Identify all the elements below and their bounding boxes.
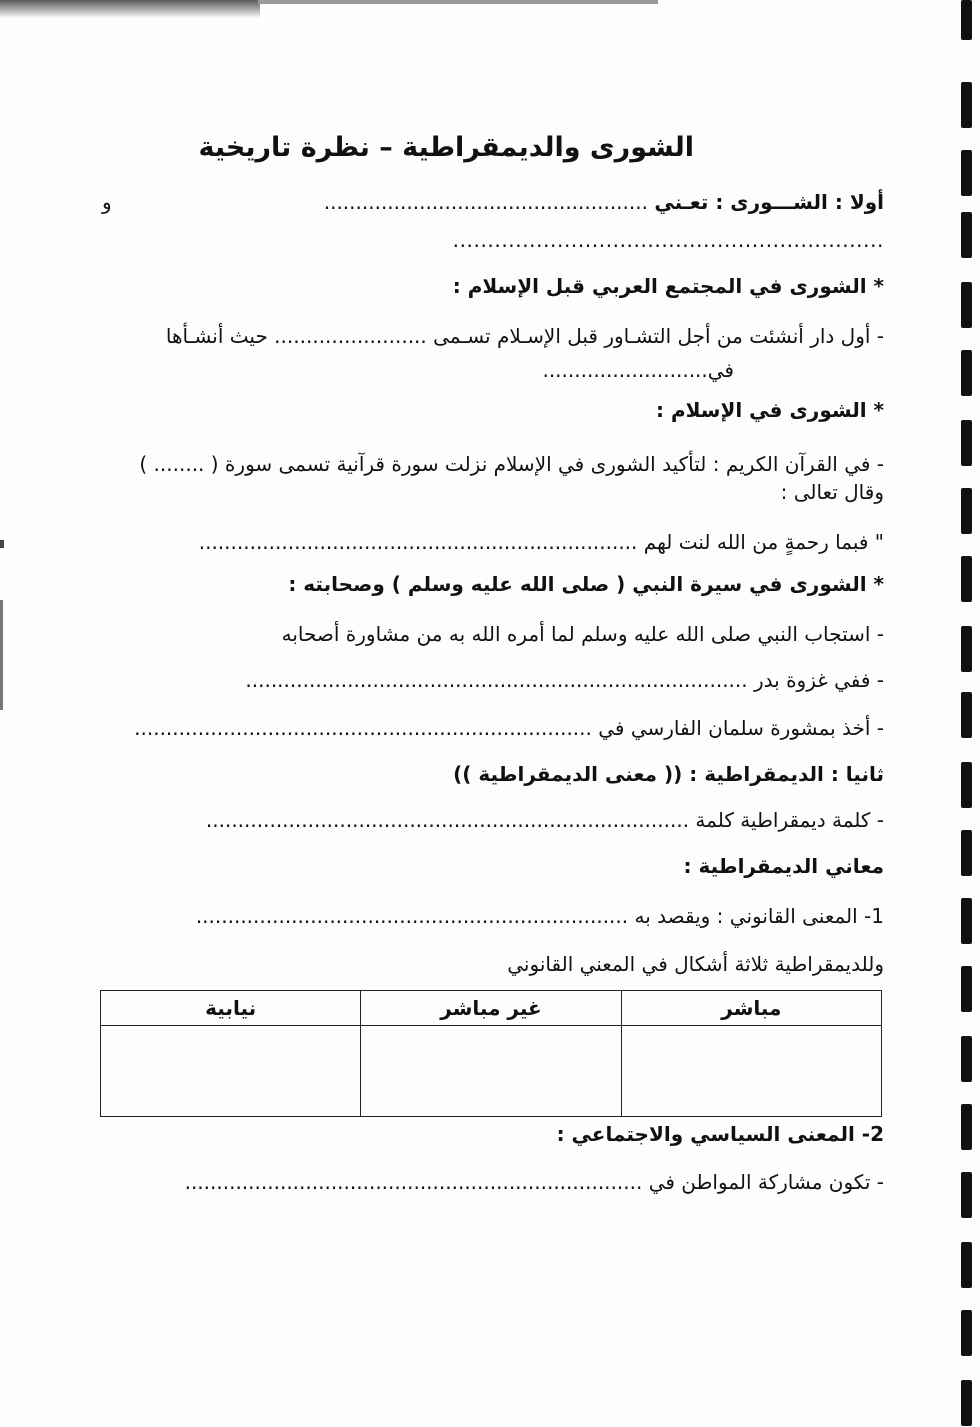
s2-line1: - في القرآن الكريم : لتأكيد الشورى في الإسلام نزلت سورة قرآنية تسمى سورة ( ........ ) bbox=[139, 452, 884, 476]
table-header-representative: نيابية bbox=[101, 991, 361, 1026]
second-heading: ثانيا : الديمقراطية : (( معنى الديمقراطية )) bbox=[453, 762, 884, 786]
s3-line2 bbox=[100, 666, 884, 694]
m1-line bbox=[100, 902, 884, 930]
s1-line2 bbox=[100, 356, 884, 384]
m2-text: - تكون مشاركة المواطن في bbox=[648, 1170, 884, 1194]
forms-line: وللديمقراطية ثلاثة أشكال في المعني القانوني bbox=[507, 952, 884, 976]
table-cell-indirect[interactable] bbox=[361, 1026, 621, 1117]
first-row-2 bbox=[100, 226, 884, 254]
scan-top-shadow bbox=[0, 0, 260, 18]
salman-dots[interactable]: ........................................................................ bbox=[134, 716, 592, 740]
democracy-word-dots[interactable]: ............................................................................ bbox=[205, 808, 690, 832]
s1-line2-text[interactable]: في.......................... bbox=[542, 358, 734, 382]
s3-line3 bbox=[100, 714, 884, 742]
s1-line1: - أول دار أنشئت من أجل التشـاور قبل الإسـلام تسـمى ........................ حيث أنشـأها bbox=[165, 324, 884, 348]
table-header-direct: مباشر bbox=[621, 991, 881, 1026]
badr-text: - ففي غزوة بدر bbox=[754, 668, 884, 692]
table-header-indirect: غير مباشر bbox=[361, 991, 621, 1026]
s2-heading: * الشورى في الإسلام : bbox=[656, 398, 884, 422]
scan-top-edge bbox=[258, 0, 658, 4]
margin-mark bbox=[0, 600, 3, 710]
m1-dots[interactable]: .................................................................... bbox=[195, 904, 629, 928]
s1-heading: * الشورى في المجتمع العربي قبل الإسلام : bbox=[452, 274, 884, 298]
s3-line1: - استجاب النبي صلى الله عليه وسلم لما أمره الله به من مشاورة أصحابه bbox=[281, 622, 884, 646]
m1-text: 1- المعنى القانوني : ويقصد به bbox=[634, 904, 884, 928]
second-line1 bbox=[100, 806, 884, 834]
first-dots[interactable]: ................................................... bbox=[323, 190, 648, 214]
s3-heading: * الشورى في سيرة النبي ( صلى الله عليه وسلم ) وصحابته : bbox=[288, 572, 884, 596]
binding-holes bbox=[958, 0, 972, 1427]
first-row bbox=[100, 188, 884, 216]
verse-text: " فبما رحمةٍ من الله لنت لهم bbox=[643, 530, 884, 554]
badr-dots[interactable]: ............................................................................... bbox=[245, 668, 748, 692]
table-cell-representative[interactable] bbox=[101, 1026, 361, 1117]
forms-table bbox=[100, 990, 882, 1117]
table-cell-direct[interactable] bbox=[621, 1026, 881, 1117]
first-dots-2[interactable]: .............................................................. bbox=[452, 228, 884, 252]
m2-heading: 2- المعنى السياسي والاجتماعي : bbox=[556, 1122, 884, 1146]
page-title: الشورى والديمقراطية – نظرة تاريخية bbox=[198, 132, 694, 163]
m2-line1 bbox=[100, 1168, 884, 1196]
meanings-heading: معاني الديمقراطية : bbox=[683, 854, 884, 878]
first-tail: و bbox=[102, 190, 112, 214]
margin-mark bbox=[0, 540, 4, 548]
m2-dots[interactable]: ........................................................................ bbox=[184, 1170, 643, 1194]
s2-line2: وقال تعالى : bbox=[780, 480, 884, 504]
s2-verse bbox=[100, 528, 884, 556]
verse-dots[interactable]: ..................................................................... bbox=[198, 530, 638, 554]
first-heading: أولا : الشـــورى : تعـني bbox=[654, 190, 884, 214]
democracy-word-text: - كلمة ديمقراطية كلمة bbox=[695, 808, 884, 832]
salman-text: - أخذ بمشورة سلمان الفارسي في bbox=[598, 716, 884, 740]
